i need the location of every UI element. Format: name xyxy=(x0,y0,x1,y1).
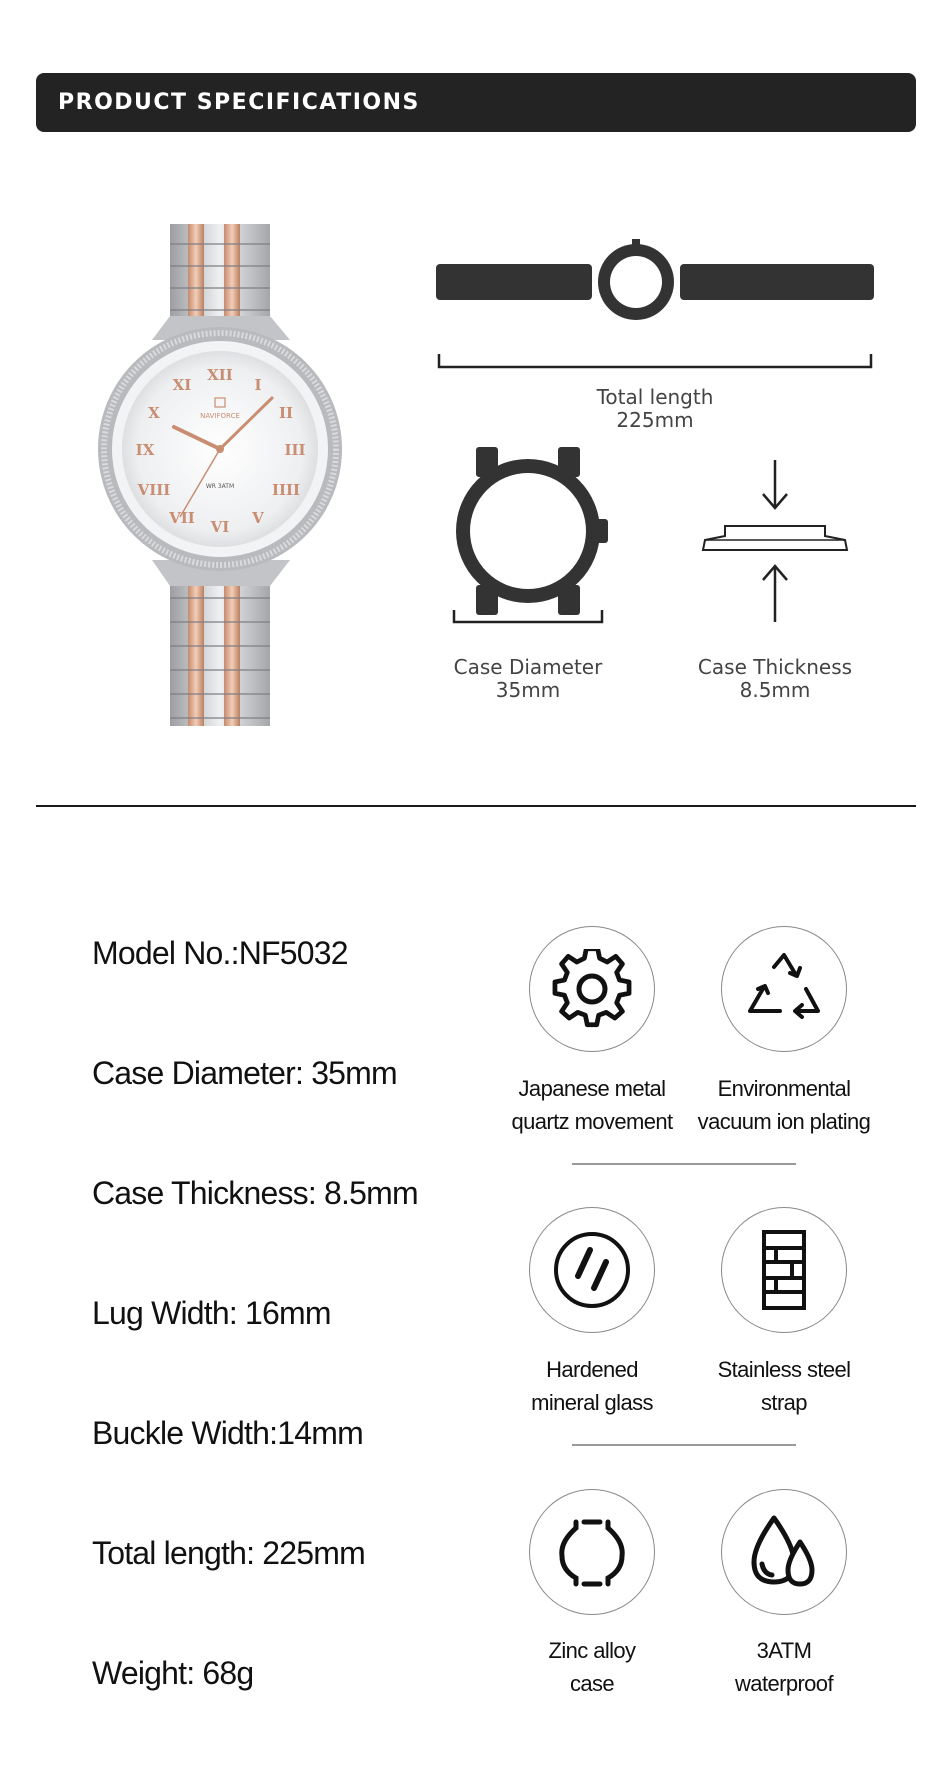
spec-model-number: Model No.:NF5032 xyxy=(92,935,348,971)
numeral-x: X xyxy=(148,404,160,422)
spec-total-length: Total length: 225mm xyxy=(92,1535,365,1571)
spec-weight: Weight: 68g xyxy=(92,1655,254,1691)
numeral-xi: XI xyxy=(172,376,192,394)
case-icon xyxy=(552,1512,632,1592)
feature-movement-icon-circle xyxy=(529,926,655,1052)
strap-icon xyxy=(744,1230,824,1310)
case-diameter-bracket xyxy=(452,608,604,626)
spec-case-diameter: Case Diameter: 35mm xyxy=(92,1055,397,1091)
feature-strap-icon-circle xyxy=(721,1207,847,1333)
feature-strap-label: Stainless steel strap xyxy=(717,1357,851,1415)
numeral-iii: III xyxy=(284,441,306,459)
numeral-v: V xyxy=(252,509,264,527)
dial-brand: NAVIFORCE xyxy=(200,412,240,420)
numeral-xii: XII xyxy=(207,366,233,384)
feature-case-icon-circle xyxy=(529,1489,655,1615)
feature-separator xyxy=(572,1444,796,1446)
numeral-ii: II xyxy=(278,404,294,422)
feature-plating-label: Environmental vacuum ion plating xyxy=(697,1076,871,1134)
water-drops-icon xyxy=(744,1512,824,1592)
gear-icon xyxy=(552,949,632,1029)
feature-movement-label: Japanese metal quartz movement xyxy=(511,1076,673,1134)
numeral-vii: VII xyxy=(169,509,195,527)
feature-waterproof-label: 3ATM waterproof xyxy=(735,1638,833,1696)
spec-case-thickness: Case Thickness: 8.5mm xyxy=(92,1175,418,1211)
feature-plating-icon-circle xyxy=(721,926,847,1052)
total-length-label: Total length 225mm xyxy=(596,385,714,432)
spec-buckle-width: Buckle Width:14mm xyxy=(92,1415,363,1451)
dial-text: WR 3ATM xyxy=(205,483,235,490)
feature-glass-icon-circle xyxy=(529,1207,655,1333)
recycle-icon xyxy=(744,949,824,1029)
feature-glass-label: Hardened mineral glass xyxy=(531,1357,653,1415)
strap-diagram xyxy=(430,234,880,334)
case-diameter-label: Case Diameter 35mm xyxy=(453,655,603,702)
case-diameter-diagram xyxy=(448,445,608,625)
glass-icon xyxy=(552,1230,632,1310)
numeral-vi: VI xyxy=(210,518,230,536)
feature-case-label: Zinc alloy case xyxy=(548,1638,636,1696)
spec-lug-width: Lug Width: 16mm xyxy=(92,1295,331,1331)
feature-separator xyxy=(572,1163,796,1165)
numeral-i: I xyxy=(254,376,262,394)
watch-image xyxy=(96,220,356,730)
bracelet-bottom xyxy=(170,580,270,726)
feature-waterproof-icon-circle xyxy=(721,1489,847,1615)
total-length-bracket xyxy=(437,352,873,372)
numeral-iiii: IIII xyxy=(271,481,301,499)
numeral-viii: VIII xyxy=(137,481,171,499)
numeral-ix: IX xyxy=(135,441,155,459)
case-thickness-label: Case Thickness 8.5mm xyxy=(697,655,853,702)
section-divider xyxy=(36,805,916,807)
header-bar xyxy=(36,73,916,132)
case-thickness-diagram xyxy=(695,458,855,628)
page-title: PRODUCT SPECIFICATIONS xyxy=(58,90,420,115)
bracelet-top xyxy=(170,224,270,324)
